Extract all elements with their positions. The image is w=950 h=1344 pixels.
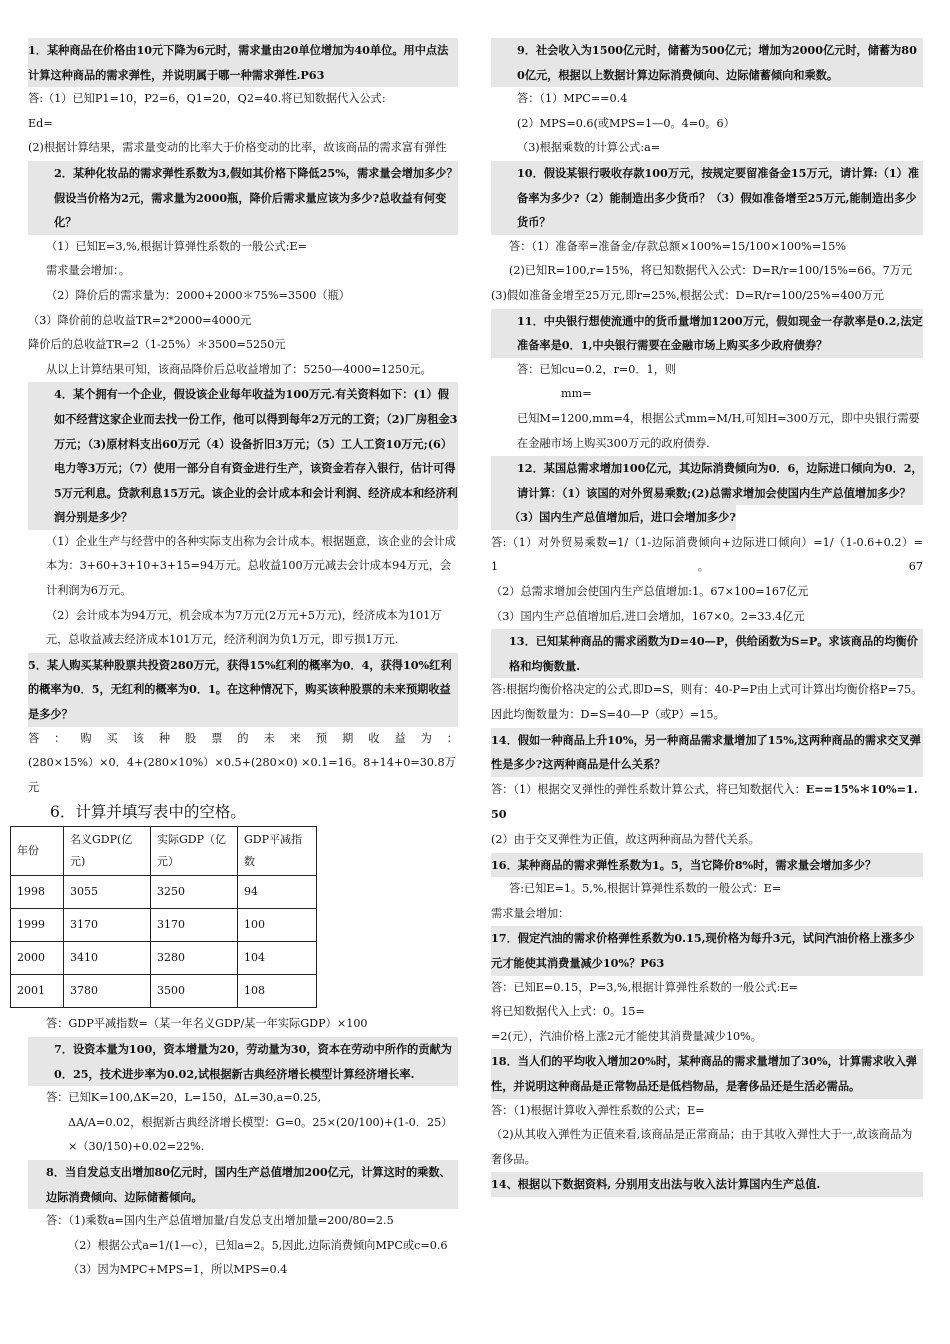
answer-18-line-1: 答：（1)根据计算收入弹性系数的公式；E= <box>491 1103 705 1117</box>
table-cell: 3780 <box>64 975 151 1008</box>
question-13: 13．已知某种商品的需求函数为D=40—P，供给函数为S=P。求该商品的均衡价格和均衡数量. <box>491 629 923 678</box>
question-16: 16．某种商品的需求弹性系数为1。5，当它降价8%时，需求量会增加多少？ <box>491 853 923 878</box>
answer-1-line-3: (2)根据计算结果，需求量变动的比率大于价格变动的比率，故该商品的需求富有弹性 <box>28 141 447 155</box>
question-4: 4．某个拥有一个企业，假设该企业每年收益为100万元.有关资料如下：(1）假如不经营这家企业而去找一份工作，他可以得到每年2万元的工资；（2)厂房租金3万元；（3)原材料支出60万元（4）设备折旧3万元；（5）工人工资10万元;(6）电力等3万元；（7）使用一部分自有资金进行生产，该资金若存入银行，估计可得5万元利息。贷款利息15万元。该企业的会计成本和会计利润、经济成本和经济利润分别是多少？ <box>28 382 458 530</box>
table-header: 年份 <box>11 827 64 876</box>
question-1: 1．某种商品在价格由10元下降为6元时，需求量由20单位增加为40单位。用中点法计算这种商品的需求弹性，并说明属于哪一种需求弹性.P63 <box>28 38 458 87</box>
table-cell: 3250 <box>151 876 238 909</box>
answer-18-line-2: （2)从其收入弹性为正值来看,该商品是正常商品；由于其收入弹性大于一,故该商品为奢侈品。 <box>491 1128 913 1166</box>
answer-13-line-1: 答:根据均衡价格决定的公式,即D=S，则有：40-P=P由上式可计算出均衡价格P=75。 <box>491 683 923 697</box>
question-7: 7．设资本量为100，资本增量为20，劳动量为30，资本在劳动中所作的贡献为0．25，技术进步率为0.02,试根据新古典经济增长模型计算经济增长率. <box>28 1037 458 1086</box>
question-14: 14．假如一种商品上升10%，另一种商品需求量增加了15%,这两种商品的需求交叉弹性是多少?这两种商品是什么关系？ <box>491 728 923 777</box>
answer-8-line-3: （3）因为MPC+MPS=1，所以MPS=0.4 <box>68 1263 288 1277</box>
question-8: 8．当自发总支出增加80亿元时，国内生产总值增加200亿元，计算这时的乘数、边际消费倾向、边际储蓄倾向。 <box>28 1160 458 1209</box>
table-cell: 3410 <box>64 942 151 975</box>
answer-9-line-1: 答：（1）MPC==0.4 <box>517 92 628 106</box>
answer-10-line-3: (3)假如准备金增至25万元,即r=25%,根据公式：D=R/r=100/25%=400万元 <box>491 288 884 302</box>
table-cell: 1999 <box>11 909 64 942</box>
answer-8-line-2: （2）根据公式a=1/(1—c），已知a=2。5,因此,边际消费倾向MPC或c=0.6 <box>68 1238 448 1252</box>
table-cell: 3280 <box>151 942 238 975</box>
gdp-table <box>10 826 317 1008</box>
answer-13-line-2: 因此均衡数量为：D=S=40—P（或P）=15。 <box>491 708 725 722</box>
table-cell: 94 <box>238 876 317 909</box>
answer-16-line-2: 需求量会增加： <box>491 906 570 920</box>
answer-1-line-2: Ed= <box>28 116 53 130</box>
table-header: GDP平减指数 <box>238 827 317 876</box>
answer-4-line-2: （2）会计成本为94万元，机会成本为7万元(2万元+5万元)，经济成本为101万元，总收益减去经济成本101万元，经济利润为负1万元，即亏损1万元. <box>46 608 442 647</box>
table-header: 名义GDP(亿元) <box>64 827 151 876</box>
answer-10-line-1: 答：（1）准备率=准备金/存款总额×100%=15/100×100%=15% <box>509 239 846 253</box>
table-row <box>11 975 317 1008</box>
answer-14-formula: E==15%＊10%=1.50 <box>491 781 918 822</box>
table-header: 实际GDP（亿元） <box>151 827 238 876</box>
left-column <box>17 38 458 1283</box>
question-11: 11．中央银行想使流通中的货币量增加1200万元，假如现金一存款率是0.2,法定准备率是0．1,中央银行需要在金融市场上购买多少政府债券？ <box>491 309 923 358</box>
answer-5-line-2: (280×15%）×0．4+(280×10%）×0.5+(280×0) ×0.1=16。8+14+0=30.8万元 <box>28 756 456 794</box>
answer-8-line-1: 答：（1)乘数a=国内生产总值增加量/自发总支出增加量=200/80=2.5 <box>46 1214 394 1228</box>
answer-14-text: 答：（1）根据交叉弹性的弹性系数计算公式，将已知数据代入： <box>491 782 806 796</box>
table-cell: 2001 <box>11 975 64 1008</box>
question-12-part-3: （3）国内生产总值增加后，进口会增加多少? <box>491 505 736 530</box>
answer-11-line-2: mm= <box>561 387 592 401</box>
answer-17-line-2: 将已知数据代入上式：0。15= <box>491 1005 645 1019</box>
answer-2-line-2: 需求量会增加：。 <box>46 264 130 278</box>
answer-2-line-1: （1）已知E=3,%,根据计算弹性系数的一般公式:E= <box>46 239 308 253</box>
answer-12-line-1: 答:（1）对外贸易乘数=1/（1-边际消费倾向+边际进口倾向）=1/（1-0.6+0.2）=1。67 <box>491 535 923 574</box>
answer-14-line-1 <box>491 777 923 828</box>
answer-2-line-6: 从以上计算结果可知，该商品降价后总收益增加了：5250—4000=1250元。 <box>46 362 432 376</box>
answer-2-line-3: （2）降价后的需求量为：2000+2000＊75%=3500（瓶） <box>46 288 350 302</box>
answer-7-line-2: ΔA/A=0.02，根据新古典经济增长模型：G=0。25×(20/100)+(1-0．25）×（30/150)+0.02=22%. <box>68 1115 453 1154</box>
answer-17-line-3: =2(元），汽油价格上涨2元才能使其消费量减少10%。 <box>491 1029 762 1043</box>
table-cell: 3170 <box>151 909 238 942</box>
table-cell: 2000 <box>11 942 64 975</box>
question-10: 10．假设某银行吸收存款100万元，按规定要留准备金15万元，请计算:（1）准备率为多少?（2）能制造出多少货币？（3）假如准备增至25万元,能制造出多少货币？ <box>491 161 923 235</box>
table-cell: 3055 <box>64 876 151 909</box>
answer-6: 答：GDP平减指数=（某一年名义GDP/某一年实际GDP）×100 <box>46 1017 368 1031</box>
answer-5-line-1: 答：购买该种股票的未来预期收益为： <box>28 731 458 745</box>
table-cell: 3500 <box>151 975 238 1008</box>
table-row <box>11 942 317 975</box>
question-17: 17．假定汽油的需求价格弹性系数为0.15,现价格为每升3元，试问汽油价格上涨多少元才能使其消费量减少10%？P63 <box>491 926 923 975</box>
table-row <box>11 876 317 909</box>
table-header-row <box>11 827 317 876</box>
right-column <box>491 38 923 1197</box>
question-18: 18．当人们的平均收入增加20%时，某种商品的需求量增加了30%，计算需求收入弹性，并说明这种商品是正常物品还是低档物品，是奢侈品还是生活必需品。 <box>491 1049 923 1098</box>
answer-12-line-2: （2）总需求增加会使国内生产总值增加:1。67×100=167亿元 <box>491 585 809 599</box>
answer-10-line-2: (2)已知R=100,r=15%，将已知数据代入公式：D=R/r=100/15%=66。7万元 <box>509 264 913 278</box>
table-row <box>11 909 317 942</box>
answer-9-line-2: (2）MPS=0.6(或MPS=1—0。4=0。6） <box>517 116 735 130</box>
answer-2-line-4: （3）降价前的总收益TR=2*2000=4000元 <box>28 313 252 327</box>
question-2: 2．某种化妆品的需求弹性系数为3,假如其价格下降低25%，需求量会增加多少？假设当价格为2元，需求量为2000瓶，降价后需求量应该为多少?总收益有何变化？ <box>28 161 458 235</box>
answer-14-line-2: (2）由于交叉弹性为正值，故这两种商品为替代关系。 <box>491 833 760 846</box>
answer-7-line-1: 答：已知K=100,ΔK=20，L=150，ΔL=30,a=0.25, <box>46 1091 322 1105</box>
table-cell: 100 <box>238 909 317 942</box>
answer-12-line-3: （3）国内生产总值增加后,进口会增加，167×0。2=33.4亿元 <box>491 609 805 623</box>
answer-4-line-1: （1）企业生产与经营中的各种实际支出称为会计成本。根据题意，该企业的会计成本为：3+60+3+10+3+15=94万元。总收益100万元减去会计成本94万元，会计利润为6万元。 <box>46 534 456 598</box>
answer-1-line-1: 答:（1）已知P1=10，P2=6，Q1=20，Q2=40.将已知数据代入公式: <box>28 92 386 106</box>
answer-11-line-3: 已知M=1200,mm=4，根据公式mm=M/H,可知H=300万元，即中央银行需要在金融市场上购买300万元的政府债券. <box>517 411 920 450</box>
answer-17-line-1: 答：已知E=0.15，P=3,%,根据计算弹性系数的一般公式:E= <box>491 980 798 994</box>
table-cell: 3170 <box>64 909 151 942</box>
question-6: 6．计算并填写表中的空格。 <box>50 803 246 822</box>
answer-16-line-1: 答:已知E=1。5,%,根据计算弹性系数的一般公式：E= <box>509 882 782 896</box>
question-14b: 14、根据以下数据资料, 分别用支出法与收入法计算国内生产总值. <box>491 1172 923 1197</box>
table-cell: 108 <box>238 975 317 1008</box>
answer-11-line-1: 答：已知cu=0.2，r=0．1，则 <box>517 362 677 376</box>
table-cell: 104 <box>238 942 317 975</box>
question-12: 12．某国总需求增加100亿元，其边际消费倾向为0．6，边际进口倾向为0．2，请计算：（1）该国的对外贸易乘数;(2)总需求增加会使国内生产总值增加多少？ <box>491 456 923 505</box>
question-5: 5．某人购买某种股票共投资280万元，获得15%红利的概率为0．4，获得10%红利的概率为0．5，无红利的概率为0．1。在这种情况下，购买该种股票的未来预期收益是多少？ <box>28 653 458 727</box>
question-9: 9．社会收入为1500亿元时，储蓄为500亿元；增加为2000亿元时，储蓄为800亿元，根据以上数据计算边际消费倾向、边际储蓄倾向和乘数。 <box>491 38 923 87</box>
answer-9-line-3: （3)根据乘数的计算公式:a= <box>517 141 661 155</box>
table-cell: 1998 <box>11 876 64 909</box>
answer-2-line-5: 降价后的总收益TR=2（1-25%）＊3500=5250元 <box>28 338 286 352</box>
